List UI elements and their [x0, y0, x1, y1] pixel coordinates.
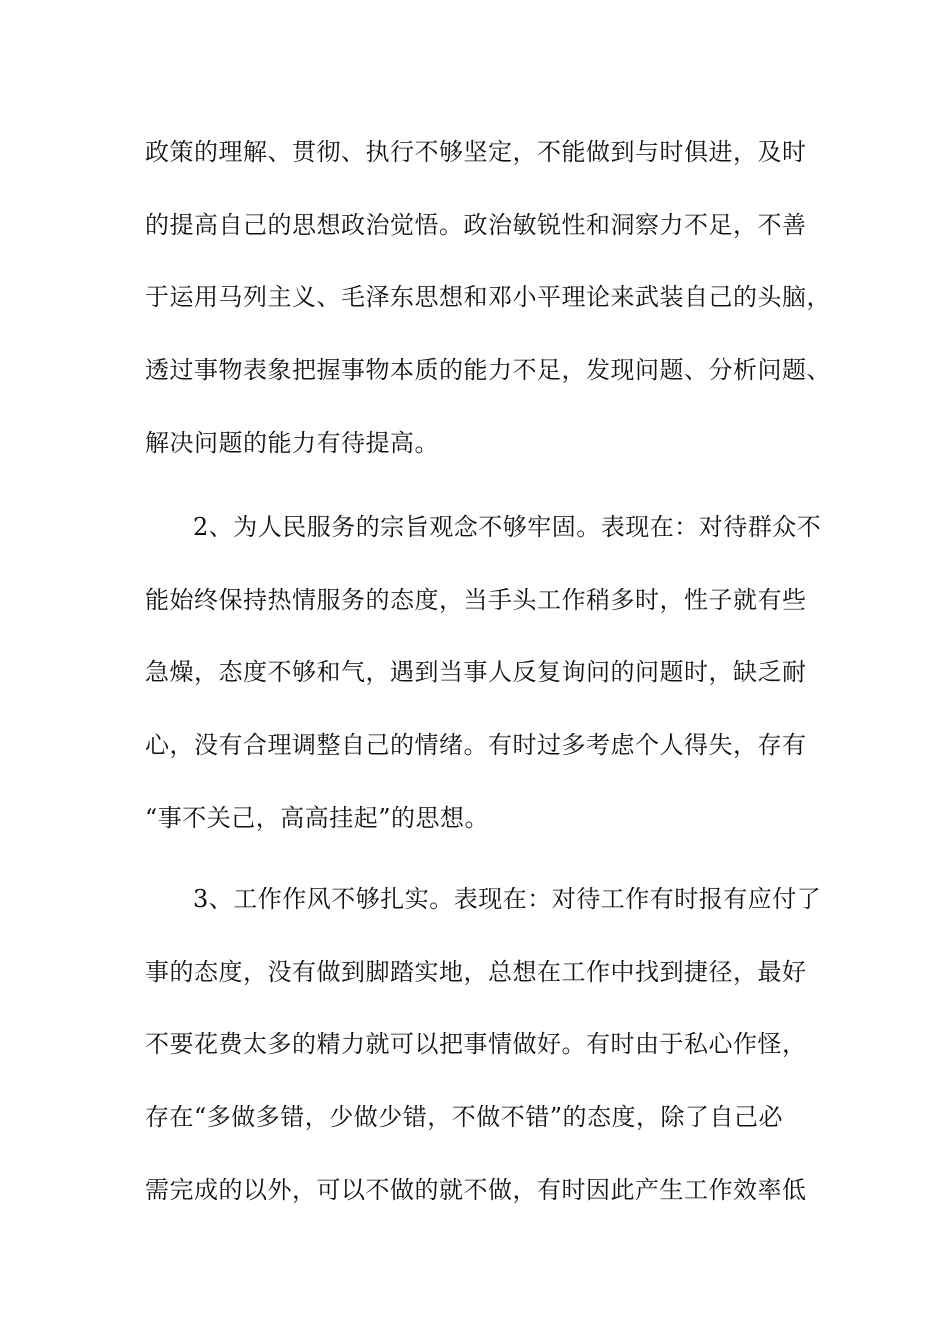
paragraph-1-line-5: 解决问题的能力有待提高。	[145, 429, 439, 457]
paragraph-2-line-3: 急燥，态度不够和气，遇到当事人反复询问的问题时，缺乏耐	[145, 658, 807, 686]
paragraph-1-line-3: 于运用马列主义、毛泽东思想和邓小平理论来武装自己的头脑，	[145, 283, 831, 311]
paragraph-1-line-4: 透过事物表象把握事物本质的能力不足，发现问题、分析问题、	[145, 356, 831, 384]
paragraph-1-line-1: 政策的理解、贯彻、执行不够坚定，不能做到与时俱进，及时	[145, 138, 807, 166]
paragraph-3-line-3: 不要花费太多的精力就可以把事情做好。有时由于私心作怪，	[145, 1030, 807, 1058]
paragraph-3-line-5: 需完成的以外，可以不做的就不做，有时因此产生工作效率低	[145, 1176, 807, 1204]
paragraph-3-line-4: 存在“多做多错，少做少错，不做不错”的态度，除了自己必	[145, 1103, 784, 1131]
paragraph-2-line-1: 2、为人民服务的宗旨观念不够牢固。表现在：对待群众不	[193, 513, 822, 541]
paragraph-2-line-4: 心，没有合理调整自己的情绪。有时过多考虑个人得失，存有	[145, 731, 807, 759]
paragraph-2-line-2: 能始终保持热情服务的态度，当手头工作稍多时，性子就有些	[145, 586, 807, 614]
paragraph-1-line-2: 的提高自己的思想政治觉悟。政治敏锐性和洞察力不足，不善	[145, 211, 807, 239]
paragraph-3-line-2: 事的态度，没有做到脚踏实地，总想在工作中找到捷径，最好	[145, 958, 807, 986]
paragraph-3-line-1: 3、工作作风不够扎实。表现在：对待工作有时报有应付了	[193, 885, 822, 913]
paragraph-2-line-5: “事不关己，高高挂起”的思想。	[145, 804, 490, 832]
